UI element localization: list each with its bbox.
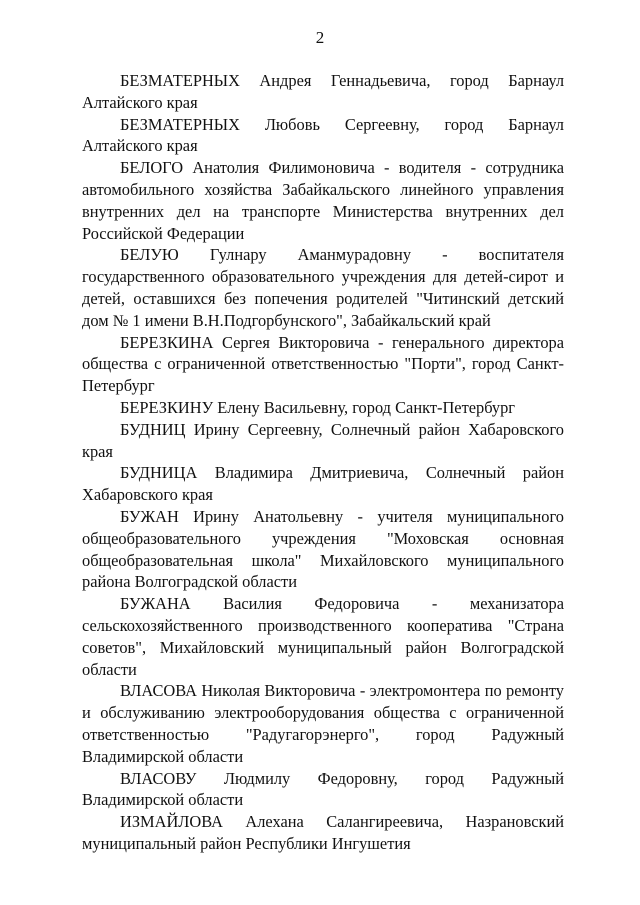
list-entry: БУДНИЦ Ирину Сергеевну, Солнечный район Хабаровского края (82, 419, 564, 461)
list-entry: БЕЛОГО Анатолия Филимоновича - водителя - сотрудника автомобильного хозяйства Забайкальского линейного управления внутренних дел на транспорте Министерства внутренних дел Российской Федерации (82, 158, 564, 243)
award-list (82, 70, 564, 855)
page-number: 2 (315, 28, 325, 47)
list-entry: БЕЛУЮ Гулнару Аманмурадовну - воспитателя государственного образовательного учреждения для детей-сирот и детей, оставшихся без попечения родителей "Читинский детский дом № 1 имени В.Н.Подгорбунского", Забайкальский край (82, 245, 564, 330)
list-entry: ВЛАСОВА Николая Викторовича - электромонтера по ремонту и обслуживанию электрооборудования общества с ограниченной ответственностью "Радугагорэнерго", город Радужный Владимирской области (82, 681, 564, 766)
list-entry: БУДНИЦА Владимира Дмитриевича, Солнечный район Хабаровского края (82, 463, 564, 505)
list-entry: БУЖАН Ирину Анатольевну - учителя муниципального общеобразовательного учреждения "Моховская основная общеобразовательная школа" Михайловского муниципального района Волгоградской области (82, 506, 564, 592)
list-entry: БЕРЕЗКИНУ Елену Васильевну, город Санкт-Петербург (120, 397, 516, 417)
list-entry: БЕЗМАТЕРНЫХ Андрея Геннадьевича, город Барнаул Алтайского края (82, 71, 564, 112)
list-entry: БЕРЕЗКИНА Сергея Викторовича - генерального директора общества с ограниченной ответственностью "Порти", город Санкт-Петербург (82, 332, 564, 396)
list-entry: БЕЗМАТЕРНЫХ Любовь Сергеевну, город Барнаул Алтайского края (82, 114, 564, 156)
list-entry: ВЛАСОВУ Людмилу Федоровну, город Радужный Владимирской области (82, 768, 564, 810)
list-entry: БУЖАНА Василия Федоровича - механизатора сельскохозяйственного производственного кооператива "Страна советов", Михайловский муниципальный район Волгоградской области (82, 594, 564, 679)
list-entry: ИЗМАЙЛОВА Алехана Салангиреевича, Назрановский муниципальный район Республики Ингушетия (82, 812, 564, 853)
